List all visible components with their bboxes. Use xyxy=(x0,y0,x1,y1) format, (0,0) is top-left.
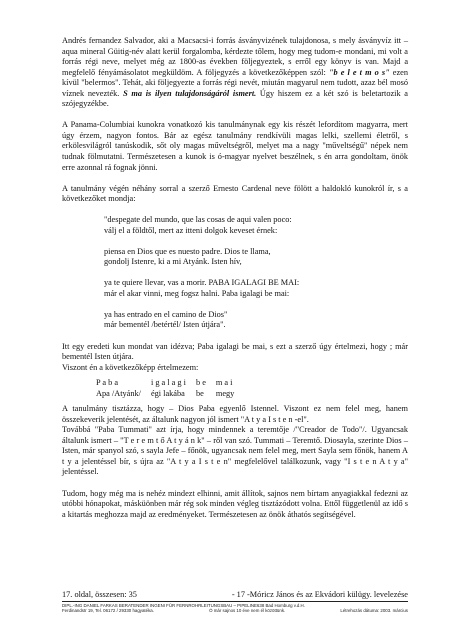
table-cell: m a i xyxy=(215,378,233,388)
table-cell: Apa /Atyánk/ xyxy=(96,388,141,398)
footer-author: DIPL.-ING DANIEL FARKAS BERATENDER INGENI FÜR FERNROHRLEITUNGSBAU – PIPELINE638 Bad Homburg v.d.H. xyxy=(62,603,305,608)
footer-address: Ferdinandstr 19, Tel. 06172 / 29330 hagyatéka. xyxy=(62,608,154,614)
quote-line: ya te quiere llevar, vas a morir. PABA IGALAGI BE MAI: xyxy=(104,278,300,288)
page-count: 17. oldal, összesen: 35 xyxy=(62,590,137,599)
footer-note: Ó már sajnos 10 éve nem él közöttünk. xyxy=(209,608,286,614)
paragraph-6: Tudom, hogy még ma is nehéz mindezt elhinni, amit állítok, sajnos nem bírtam anyagiakkal fedezni az utóbbi hónapokat, másküönben már rég sok minden végleg tisztázódott volna. Ettől függetlenül az idő s a kitartás meghozza majd az eredményeket. Természetesen az önök áthatós segítségével. xyxy=(62,488,408,519)
quote-line: piensa en Dios que es nuesto padre. Dios te llama, xyxy=(104,246,271,256)
emphasis-statement: S ma is ilyen tulajdonságáról ismert. xyxy=(123,88,257,98)
translation-table xyxy=(62,378,408,399)
quote-line: gondolj Istenre, ki a mi Atyánk. Isten hív, xyxy=(104,257,242,267)
emphasis-beletmos: "b e l e t m o s" xyxy=(328,67,390,77)
table-cell: megy xyxy=(215,388,235,398)
quote-line: ya has entrado en el camino de Dios" xyxy=(104,309,228,319)
quote-line: már bementél /betértél/ Isten útjára". xyxy=(104,320,226,330)
footer-divider xyxy=(62,601,408,602)
quote-line: válj el a földtől, mert az itteni dolgok keveset érnek: xyxy=(104,225,278,235)
quote-line: már el akar vinni, meg fogsz halni. Paba igalagi be mai: xyxy=(104,288,290,298)
paragraph-4: Itt egy eredeti kun mondat van idézva; Paba igalagi be mai, s ezt a szerző úgy értelmezi, hogy ; már bementél Isten útjára. xyxy=(62,341,408,362)
table-row xyxy=(96,389,244,400)
quote-block xyxy=(62,215,408,331)
paragraph-2: A Panama-Columbiai kunokra vonatkozó kis tanulmánynak egy kis részét lefordítom magyarra, mert úgy érzem, nagyon fontos. Bár az egész tanulmány rendkívüli magas lelki, szellemi életről, s erkölesvilágról tanúskodik, sőt oly magas műveltségről, melyet ma a nagy "műveltségű" népek nem tudnak fölmutatni. Természetesen a kunok is ó-magyar nyelvet beszélnek, s én arra gondoltam, önök erre azonnal rá fognak jönni. xyxy=(62,120,408,172)
paragraph-1 xyxy=(62,36,408,110)
table-cell: b e xyxy=(195,378,206,388)
footer-meta xyxy=(62,608,408,613)
text-run: Andrés fernandez Salvador, aki a Macsacsi-i forrás ásványvizének tulajdonosa, s mely ásványvíz itt – aqua mineral Güitig-név alatt kerül forgalomba, kérdezte tőlem, hogy meg tudom-e mondani, mi volt a forrás régi neve, melyet még az 1800-as években följegyeztek, s erről egy könyv is van. Majd a megfelelő fényámásolatot megküldöm. A följegyzés a következőképpen szól: xyxy=(62,36,408,77)
table-cell: égi lakába xyxy=(150,388,185,398)
quote-line: "despegate del mundo, que las cosas de aqui valen poco: xyxy=(104,215,292,225)
page-footer xyxy=(62,590,408,614)
paragraph-4b: Viszont én a következőképp értelmezem: xyxy=(62,362,199,372)
paragraph-5: A tanulmány tisztázza, hogy – Dios Paba egyenlő Istennel. Viszont ez nem felel meg, hanem összekeverik jelentését, az általunk nagyon jól ismert "A t y a I s t e n -el". xyxy=(62,404,408,424)
text-run: Úgy hiszem ez a két szó is beletartozik a szójegyzékbe. xyxy=(62,88,408,109)
table-row xyxy=(96,378,244,389)
footer-date: Létrehozás dátuma: 2003. március xyxy=(340,608,408,614)
table-cell: be xyxy=(195,388,204,398)
paragraph-5b: Továbbá "Paba Tummati" azt írja, hogy mindennek a teremtője /"Creador de Todo"/. Ugyancsak általunk ismert – "T e r e m t ő A t y á n k" – ről van szó. Tummati – Teremtő. Diosayla, szerinte Dios – Isten, már spanyol szó, s sayla Jefe – főnök, ugyancsak nem felel meg, mert Sayla sem főnök, hanem A t y a jelentéssel bír, s újra az "A t y a I s t e n" megfelelővel találkozunk, vagy "I s t e n A t y a" jelentéssel. xyxy=(62,425,408,477)
document-page xyxy=(62,36,408,520)
table-cell: i g a l a g i xyxy=(150,378,186,388)
paragraph-3: A tanulmány végén néhány sorral a szerző Ernesto Cardenal neve fölött a haldokló kunokról ír, s a következőket mondja: xyxy=(62,183,408,204)
footer-title: - 17 -Móricz János és az Ekvádori külügy. levelezése xyxy=(231,590,408,599)
text-run: ezen kívül "belermos". Tehát, aki följegyezte a forrás régi nevét, miután magyarul nem tudott, azaz bél mosó víznek nevezték. xyxy=(62,67,408,98)
table-cell: P a b a xyxy=(96,378,119,388)
